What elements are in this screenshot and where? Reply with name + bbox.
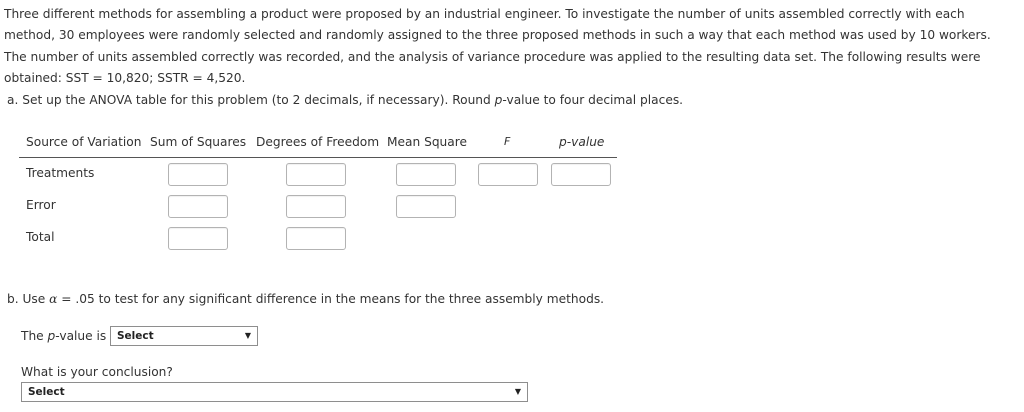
pvalue-question-prefix: The — [21, 329, 48, 343]
treatments-ms-field[interactable] — [397, 164, 455, 185]
pvalue-select-value: Select — [117, 330, 154, 342]
conclusion-select[interactable] — [21, 382, 528, 402]
treatments-f-field[interactable] — [479, 164, 537, 185]
total-ss-input[interactable] — [168, 227, 228, 250]
header-p-value: p-value — [559, 135, 605, 149]
anova-table-header — [19, 133, 617, 158]
pvalue-question-suffix: -value is — [55, 329, 107, 343]
pvalue-select[interactable] — [110, 326, 258, 346]
error-ms-field[interactable] — [397, 196, 455, 217]
treatments-ms-input[interactable] — [396, 163, 456, 186]
header-degrees-of-freedom: Degrees of Freedom — [256, 135, 380, 149]
part-a-p-italic: p — [494, 93, 503, 107]
treatments-p-input[interactable] — [551, 163, 611, 186]
header-mean-square: Mean Square — [387, 135, 467, 149]
conclusion-label: What is your conclusion? — [21, 365, 173, 379]
total-df-input[interactable] — [286, 227, 346, 250]
row-label-total: Total — [26, 230, 55, 244]
pvalue-question-row — [21, 326, 106, 346]
part-a-instructions — [7, 92, 683, 108]
total-ss-field[interactable] — [169, 228, 227, 249]
alpha-symbol: α — [49, 292, 58, 306]
header-sum-of-squares: Sum of Squares — [150, 135, 247, 149]
row-label-treatments: Treatments — [26, 166, 95, 180]
total-df-field[interactable] — [287, 228, 345, 249]
part-b-suffix: = .05 to test for any significant difference in the means for the three assembly methods. — [57, 292, 605, 306]
part-a-suffix: -value to four decimal places. — [502, 93, 684, 107]
header-source: Source of Variation — [26, 135, 142, 149]
error-ss-field[interactable] — [169, 196, 227, 217]
treatments-df-field[interactable] — [287, 164, 345, 185]
row-label-error: Error — [26, 198, 56, 212]
header-f: F — [504, 135, 511, 148]
part-b-prefix: b. Use — [7, 292, 50, 306]
treatments-ss-input[interactable] — [168, 163, 228, 186]
part-a-prefix: a. Set up the ANOVA table for this problem (to 2 decimals, if necessary). Round — [7, 93, 495, 107]
triangle-down-icon: ▼ — [514, 387, 521, 396]
triangle-down-icon: ▼ — [244, 331, 251, 340]
error-df-field[interactable] — [287, 196, 345, 217]
treatments-f-input[interactable] — [478, 163, 538, 186]
treatments-df-input[interactable] — [286, 163, 346, 186]
part-b-instructions — [7, 291, 604, 307]
conclusion-select-value: Select — [28, 386, 65, 398]
treatments-p-field[interactable] — [552, 164, 610, 185]
error-ss-input[interactable] — [168, 195, 228, 218]
problem-statement: Three different methods for assembling a product were proposed by an industrial engineer. To investigate the number of units assembled correctly with each method, 30 employees were randomly selected and randomly assigned to the three proposed methods in such a way that each method was used by 10 workers. The number of units assembled correctly was recorded, and the analysis of variance procedure was applied to the resulting data set. The following results were obtained: SST = 10,820; SSTR = 4,520. — [4, 7, 991, 85]
pvalue-question-p: p — [47, 329, 56, 343]
error-ms-input[interactable] — [396, 195, 456, 218]
error-df-input[interactable] — [286, 195, 346, 218]
treatments-ss-field[interactable] — [169, 164, 227, 185]
